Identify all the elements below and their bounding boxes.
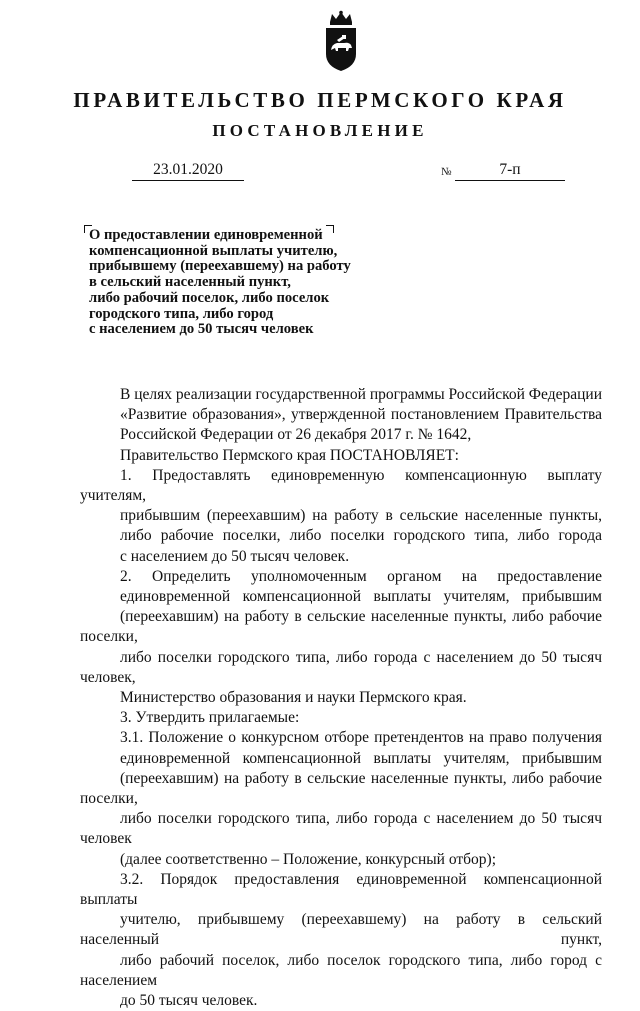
- clause-3-1-paragraph: [80, 728, 602, 869]
- body-line: либо поселки городского типа, либо города с населением до 50 тысяч человек: [80, 810, 602, 848]
- subject-line: компенсационной выплаты учителю,: [89, 242, 338, 259]
- subject-line: в сельский населенный пункт,: [89, 274, 291, 291]
- subject-line: О предоставлении единовременной: [89, 227, 323, 243]
- document-number: 7-п: [455, 160, 565, 181]
- subject-line: с населением до 50 тысяч человек: [89, 321, 314, 338]
- body-line: единовременной компенсационной выплаты учителям, прибывшим: [120, 588, 602, 606]
- body-line: «Развитие образования», утвержденной постановлением Правительства: [120, 406, 602, 424]
- preamble-paragraph: [80, 385, 602, 446]
- subject-line: либо рабочий поселок, либо поселок: [89, 289, 330, 306]
- body-line: (переехавшим) на работу в сельские населенные пункты, либо рабочие поселки,: [80, 769, 602, 808]
- body-line: 3.1. Положение о конкурсном отборе претендентов на право получения: [120, 729, 602, 747]
- body-line: (далее соответственно – Положение, конкурсный отбор);: [120, 850, 497, 868]
- body-line: 1. Предоставлять единовременную компенсационную выплату учителям,: [80, 466, 602, 505]
- body-line: Министерство образования и науки Пермского края.: [120, 689, 467, 707]
- number-mark: №: [441, 166, 452, 178]
- government-title: ПРАВИТЕЛЬСТВО ПЕРМСКОГО КРАЯ: [73, 88, 567, 112]
- subject-line: прибывшему (переехавшему) на работу: [89, 258, 351, 275]
- body-line: 2. Определить уполномоченным органом на предоставление: [120, 567, 602, 585]
- body-line: единовременной компенсационной выплаты учителям, прибывшим: [120, 749, 602, 767]
- body-line: либо поселки городского типа, либо города с населением до 50 тысяч человек,: [80, 648, 602, 686]
- document-body: [80, 385, 602, 1011]
- resolution-paragraph: [80, 446, 602, 466]
- body-line: (переехавшим) на работу в сельские населенные пункты, либо рабочие поселки,: [80, 608, 602, 646]
- clause-1-paragraph: [80, 466, 602, 567]
- body-line: прибывшим (переехавшим) на работу в сельские населенные пункты,: [120, 507, 602, 525]
- perm-krai-coat-of-arms-icon: [322, 10, 360, 72]
- subject-line: городского типа, либо город: [89, 305, 274, 322]
- body-line: Правительство Пермского края ПОСТАНОВЛЯЕТ:: [120, 446, 459, 464]
- body-line: 3.2. Порядок предоставления единовременной компенсационной выплаты: [80, 870, 602, 909]
- body-line: до 50 тысяч человек.: [120, 992, 258, 1010]
- body-line: В целях реализации государственной программы Российской Федерации: [120, 386, 602, 403]
- document-date: 23.01.2020: [132, 160, 244, 181]
- body-line: либо рабочие поселки, либо поселки городского типа, либо города: [120, 527, 602, 545]
- clause-3-2-paragraph: [80, 870, 602, 1011]
- body-line: либо рабочий поселок, либо поселок городского типа, либо город с населением: [80, 951, 602, 989]
- document-subject: [89, 228, 389, 338]
- body-line: с населением до 50 тысяч человек.: [120, 547, 350, 565]
- body-line: учителю, прибывшему (переехавшему) на работу в сельский населенный пункт,: [80, 911, 602, 949]
- body-line: 3. Утвердить прилагаемые:: [120, 709, 300, 727]
- body-line: Российской Федерации от 26 декабря 2017 г. № 1642,: [120, 426, 472, 444]
- clause-3-paragraph: [80, 708, 602, 728]
- document-type: ПОСТАНОВЛЕНИЕ: [212, 121, 428, 140]
- clause-2-paragraph: [80, 567, 602, 708]
